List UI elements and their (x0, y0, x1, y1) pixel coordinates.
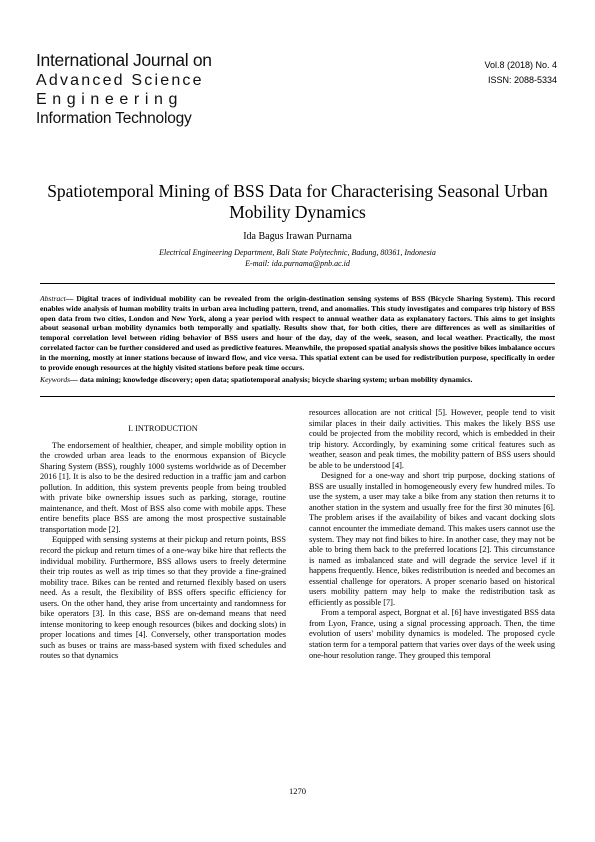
abstract-bottom-rule (40, 396, 555, 397)
volume-number: Vol.8 (2018) No. 4 (484, 60, 557, 70)
section-heading-introduction: I. INTRODUCTION (128, 424, 198, 433)
journal-logo-line2: Advanced Science (36, 71, 204, 89)
abstract (40, 294, 555, 372)
author-email: E-mail: ida.purnama@pnb.ac.id (245, 259, 350, 268)
left-column (40, 409, 286, 662)
journal-logo-line4: Information Technology (36, 109, 192, 127)
body-paragraph: The endorsement of healthier, cheaper, and simple mobility option in the crowded urban area leads to the enormous expansion of Bicycle Sharing System (BSS), roughly 1000 systems worldwide as of December 2016 [1]. It is also to be the desired reduction in a traffic jam and carbon pollution. In addition, this system prevents people from being troubled with private bike ownership issues such as parking, storage, routine maintenance, and theft. Most of BSS also come with mobile apps. These entire benefits place BSS are among the most prospective sustainable transportation mode [2]. (40, 440, 286, 534)
paper-title: Spatiotemporal Mining of BSS Data for Characterising Seasonal Urban Mobility Dynamics (47, 181, 548, 222)
abstract-text: — Digital traces of individual mobility can be revealed from the origin-destination sensing systems of BSS (Bicycle Sharing System). This record enables wide analysis of human mobility traits in urban area including pattern, trend, and anomalies. This study investigates and compares trip history of BSS open data from two cities, London and New York, along a year period with respect to annual weather data as explanatory factors. This aims to get insights about seasonal urban mobility dynamics both temporally and spatially. Results show that, for both cities, there are differences as well as similarities of temporal correlation level between riding behavior of BSS users and hour of the day, day of the week, season, and local weather. Practically, the most correlated factor can be further considered and used as predictive features. Meanwhile, the proposed spatial analysis shows the positive bikes imbalance occurs in the morning, mostly at inner stations because of inward flow, and vice versa. This spatial extent can be used for redistribution purpose, specifically in order to provide enough resources at the highly visited stations before peak time occurs. (40, 294, 555, 372)
volume-info (484, 58, 557, 88)
journal-logo-line1: International Journal on (36, 50, 212, 70)
body-paragraph: resources allocation are not critical [5]. However, people tend to visit similar places in their daily activities. This makes the likely BSS use could be projected from the mobility record, which is embedded in their trip history. Accordingly, by examining some critical features such as weather, season and peak times, the mobility pattern of BSS users should be able to be understood [4]. (309, 408, 555, 470)
body-paragraph: Equipped with sensing systems at their pickup and return points, BSS record the pickup and return times of a one-way bike hire that reflects the individual mobility. Furthermore, BSS allows users to freely determine their trip routes as well as trip times so that they provide a fine-grained mobility trace. Bikes can be rented and returned flexibly based on users need. As a result, the flexibility of BSS offers specific efficiency for users. On the other hand, they arise from uncertainty and randomness for bike operators [3]. In this case, BSS are on-demand means that need intense monitoring to keep enough resources (bikes and docking slots) in proper locations and times [4]. Conversely, other transportation modes such as buses or trains are mass-based system with fixed schedules and routes so that dynamics (40, 535, 286, 661)
keywords-text: — data mining; knowledge discovery; open data; spatiotemporal analysis; bicycle sharing system; urban mobility dynamics. (70, 375, 473, 384)
abstract-top-rule (40, 283, 555, 284)
abstract-label: Abstract (40, 294, 66, 303)
body-paragraph: Designed for a one-way and short trip purpose, docking stations of BSS are usually installed in homogeneously every few hundred miles. To use the system, a user may take a bike from any station then returns it to another station in the system and usually free for the first 30 minutes [6]. The problem arises if the availability of bikes and vacant docking slots cannot encounter the immediate demand. This makes users cannot use the system. They may not find bikes to hire. In another case, they may not be able to bring them back to the preferred locations [2]. This circumstance is named as imbalanced state and will degrade the service level if it happens frequently. Hence, bikes redistribution is needed and becomes an essential challenge for operators. A proper scenario based on historical users mobility pattern may help to make the redistribution task as efficiently as possible [7]. (309, 471, 555, 607)
right-column (309, 408, 555, 661)
page-number: 1270 (289, 786, 306, 796)
affiliation-text: Electrical Engineering Department, Bali State Polytechnic, Badung, 80361, Indonesia (159, 248, 436, 257)
author-name: Ida Bagus Irawan Purnama (243, 231, 352, 242)
journal-logo-line3: Engineering (36, 90, 183, 108)
issn-number: ISSN: 2088-5334 (487, 75, 557, 85)
author-affiliation (40, 247, 555, 269)
journal-logo (36, 52, 236, 126)
keywords-label: Keywords (40, 375, 71, 384)
keywords (40, 375, 555, 385)
body-paragraph: From a temporal aspect, Borgnat et al. [6] have investigated BSS data from Lyon, France, using a signal processing approach. Then, the time evolution of users' mobility dynamics is modeled. The proposed cycle station term for a temporal pattern that varies over days of the week using one-hour resolution range. They grouped this temporal (309, 608, 555, 660)
